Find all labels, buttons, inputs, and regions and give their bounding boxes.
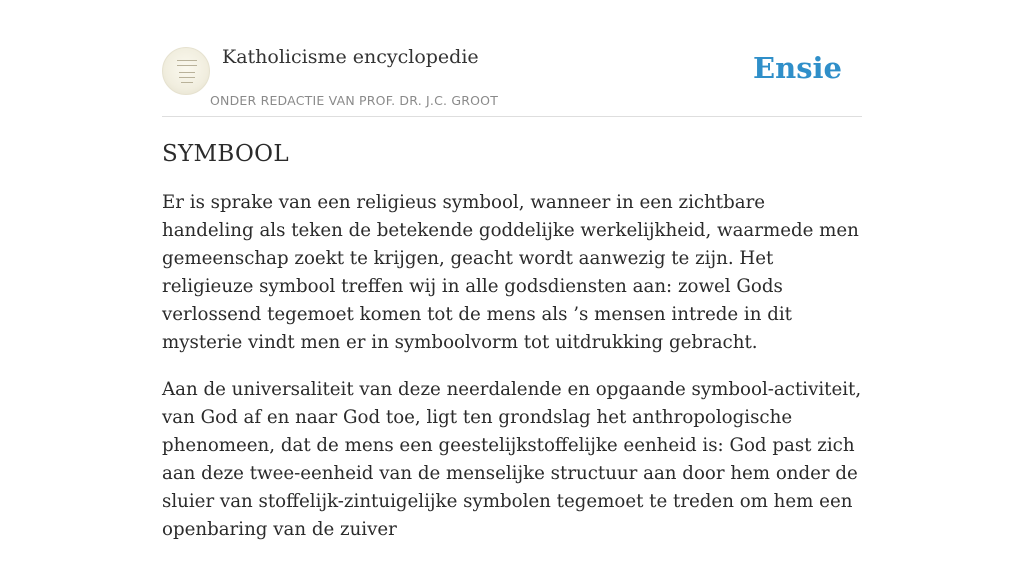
book-editor: ONDER REDACTIE VAN PROF. DR. J.C. GROOT <box>210 93 499 108</box>
book-cover-icon[interactable] <box>162 47 210 95</box>
entry-paragraph: Aan de universaliteit van deze neerdalende en opgaande symbool-activiteit, van God af en naar God toe, ligt ten grondslag het anthropologische phenomeen, dat de mens een geestelijkstoffelijke eenheid is: God past zich aan deze twee-eenheid van de menselijke structuur aan door hem onder de sluier van stoffelijk-zintuigelijke symbolen tegemoet te treden om hem een openbaring van de zuiver <box>162 379 862 540</box>
entry-paragraph: Er is sprake van een religieus symbool, wanneer in een zichtbare handeling als teken de betekende goddelijke werkelijkheid, waarmede men gemeenschap zoekt te krijgen, geacht wordt aanwezig te zijn. Het religieuze symbool treffen wij in alle godsdiensten aan: zowel Gods verlossend tegemoet komen tot de mens als ’s mensen intrede in dit mysterie vindt men er in symboolvorm tot uitdrukking gebracht. <box>162 192 859 353</box>
ensie-logo[interactable]: Ensie <box>753 51 842 85</box>
book-title[interactable]: Katholicisme encyclopedie <box>222 46 479 68</box>
entry-title: SYMBOOL <box>162 141 289 167</box>
book-header <box>162 0 862 117</box>
entry-body <box>162 189 862 544</box>
page <box>162 0 862 563</box>
